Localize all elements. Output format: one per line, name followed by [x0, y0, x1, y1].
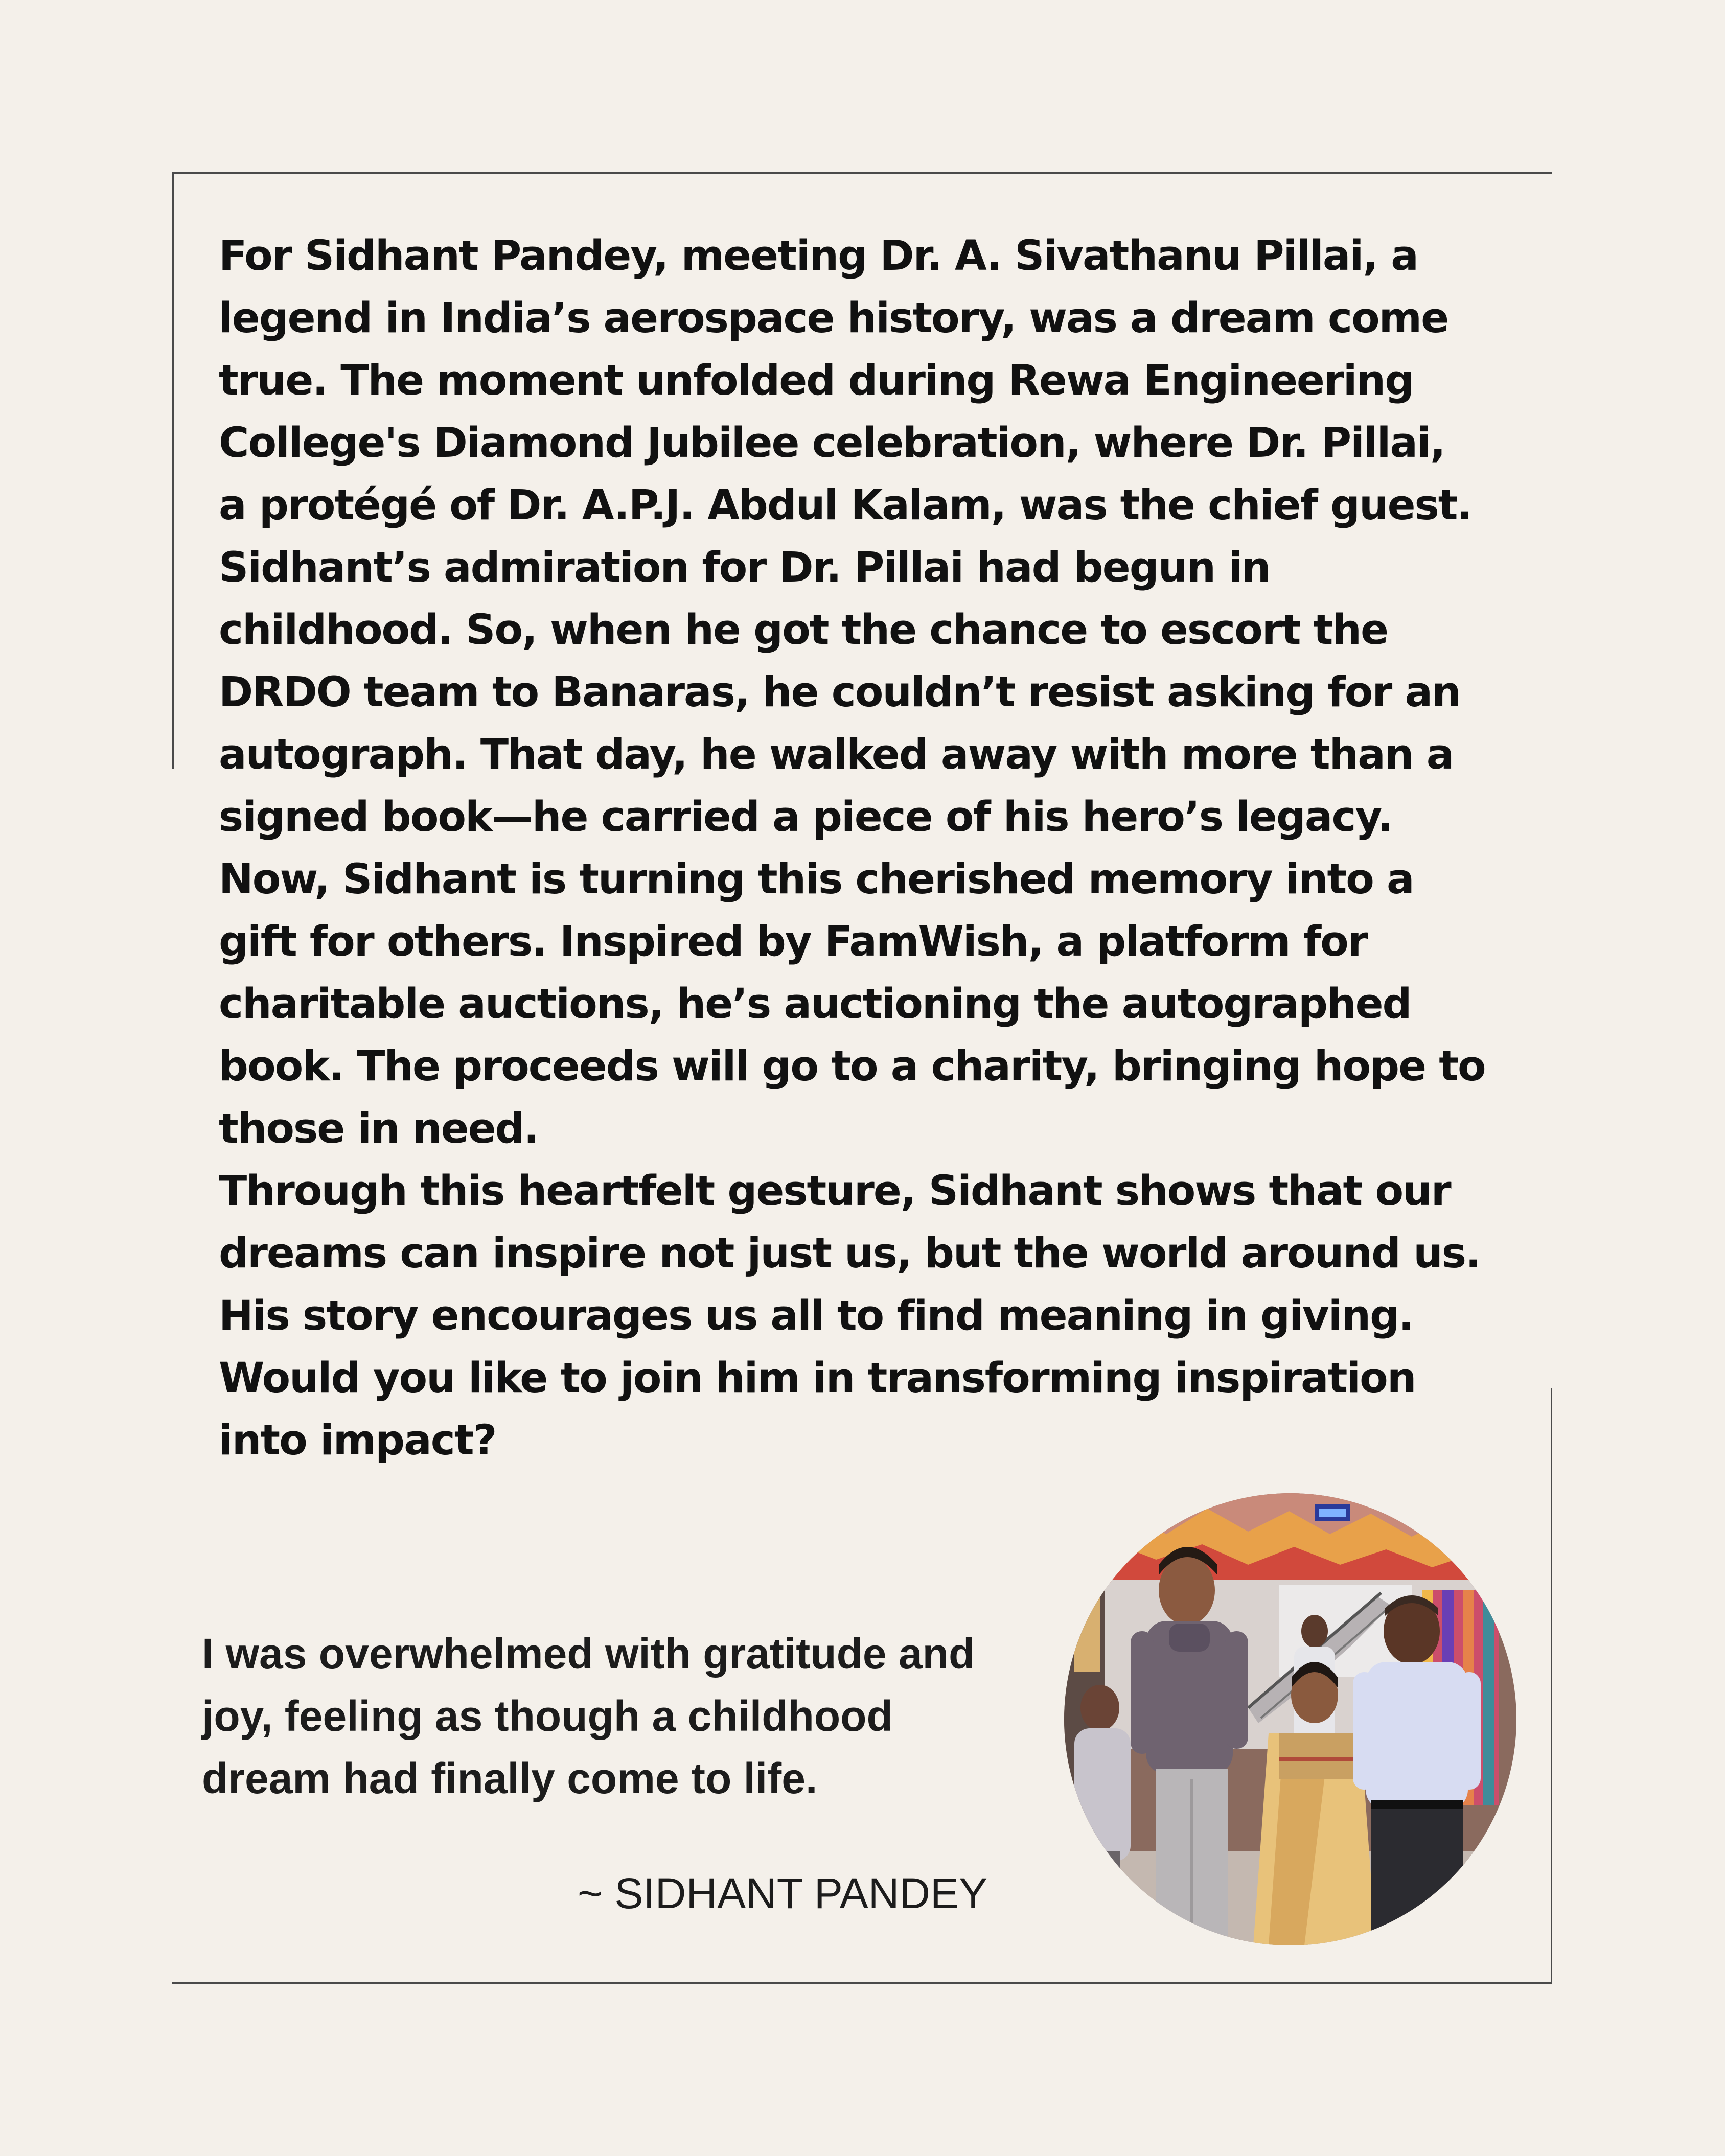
story-line: Now, Sidhant is turning this cherished memory into a: [219, 855, 1414, 903]
story-line: Would you like to join him in transforming inspiration: [219, 1354, 1416, 1402]
frame-bottom-line: [172, 1982, 1552, 1984]
story-line: gift for others. Inspired by FamWish, a platform for: [219, 918, 1367, 966]
story-line: His story encourages us all to find meaning in giving.: [219, 1292, 1413, 1340]
frame-left-line: [172, 172, 174, 769]
story-line: Sidhant’s admiration for Dr. Pillai had begun in: [219, 544, 1270, 592]
story-line: charitable auctions, he’s auctioning the autographed: [219, 980, 1411, 1028]
story-line: Through this heartfelt gesture, Sidhant shows that our: [219, 1167, 1451, 1215]
quote-line: joy, feeling as though a childhood: [202, 1692, 893, 1740]
story-line: signed book—he carried a piece of his hero’s legacy.: [219, 793, 1392, 841]
story-text: [219, 225, 1507, 1472]
group-photo: [1064, 1493, 1516, 1945]
quote-line: I was overwhelmed with gratitude and: [202, 1630, 975, 1678]
frame-top-line: [172, 172, 1552, 174]
story-line: into impact?: [219, 1417, 496, 1465]
story-line: For Sidhant Pandey, meeting Dr. A. Sivathanu Pillai, a: [219, 232, 1418, 280]
quote-attribution: ~ SIDHANT PANDEY: [578, 1869, 988, 1917]
story-line: dreams can inspire not just us, but the world around us.: [219, 1230, 1480, 1278]
story-line: childhood. So, when he got the chance to escort the: [219, 606, 1388, 654]
story-line: legend in India’s aerospace history, was a dream come: [219, 294, 1448, 342]
story-line: DRDO team to Banaras, he couldn’t resist asking for an: [219, 668, 1460, 716]
quote-block: [202, 1622, 1061, 1810]
frame-right-line: [1551, 1388, 1552, 1983]
group-photo-icon: [1064, 1493, 1516, 1945]
story-line: a protégé of Dr. A.P.J. Abdul Kalam, was the chief guest.: [219, 481, 1472, 529]
story-line: autograph. That day, he walked away with more than a: [219, 731, 1454, 779]
story-line: those in need.: [219, 1105, 539, 1153]
story-line: true. The moment unfolded during Rewa Engineering: [219, 357, 1414, 405]
story-line: College's Diamond Jubilee celebration, where Dr. Pillai,: [219, 419, 1445, 467]
story-line: book. The proceeds will go to a charity, bringing hope to: [219, 1042, 1485, 1091]
quote-line: dream had finally come to life.: [202, 1754, 818, 1802]
